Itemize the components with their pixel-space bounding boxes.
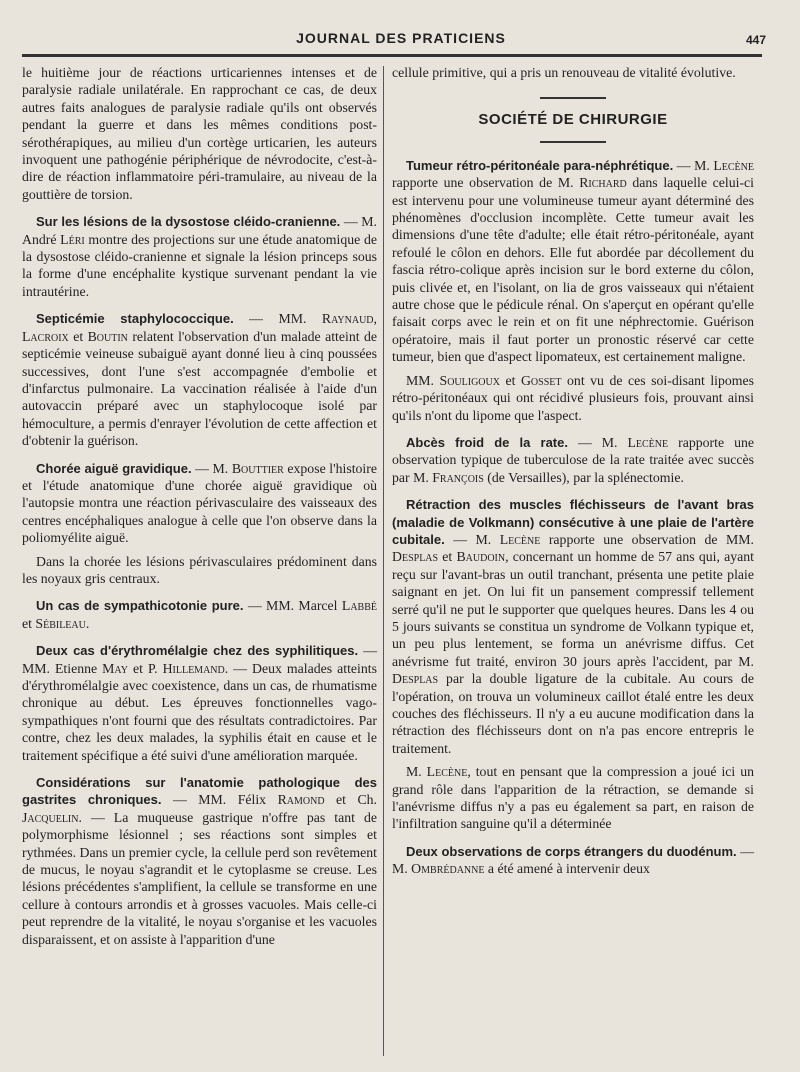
section-rule-bottom xyxy=(540,141,606,143)
author-name: Lecène xyxy=(713,157,754,173)
paragraph: M. Lecène, tout en pensant que la compression a joué ici un grand rôle dans l'apparition de la rétraction, se demande si l'anévrisme diffus n'y a pas eu également sa part, en raison de l'infiltration sanguine qu'il a déterminée xyxy=(392,764,754,832)
article-title: Septicémie staphylococcique. xyxy=(36,311,234,327)
author-name: Raynaud xyxy=(321,311,374,327)
author-name: Hillemand xyxy=(162,660,225,676)
section-block xyxy=(392,97,754,142)
article-tumeur: Tumeur rétro-péritonéale para-néphrétique. — M. Lecène rapporte une observation de M. Richard dans laquelle celui-ci est intervenu pour une volumineuse tumeur ayant déterminé des phénomènes d'occlusion incomplète. Cette tumeur avait les dimensions d'une tête d'adulte; elle était rétro-péritonéale, ayant refoulé le côlon en dehors. Elle fut abordée par décollement du fascia rétro-colique après incision sur le bord externe du côlon, puis clivée et, en l'isolant, on lia de gros vaisseaux qui n'étaient autre chose que le pédicule rénal. On s'aperçut en opérant qu'elle faisait corps avec le rein et on fit une néphrectomie. Guérison opératoire, mais il faut porter un pronostic réservé car cette tumeur, bien que d'aspect lipomateux, est certainement maligne. xyxy=(392,157,754,365)
author-name: Jacquelin xyxy=(22,809,79,825)
article-retraction: Rétraction des muscles fléchisseurs de l'avant bras (maladie de Volkmann) consécutive à une plaie de l'artère cubitale. — M. Lecène rapporte une observation de MM. Desplas et Baudoin, concernant un homme de 57 ans qui, ayant reçu sur l'avant-bras un outil tranchant, présenta une petite plaie saignant en jet. On lui fit un pansement compressif tellement serré qu'il ne put le supporter que quelques heures. Dans les 4 ou 5 jours suivants se constitua un syndrome de Volkann typique et, un peu plus lentement, se forma un anévrisme diffus. Cet anévrisme fut traité, environ 30 jours après l'accident, par M. Desplas par la double ligature de la cubitale. Au cours de l'opération, on trouva un volumineux caillot étalé entre les deux couches des fléchisseurs. Il n'y a eu aucune modification dans la rétraction des fléchisseurs dont on n'a pas encore entrepris le traitement. xyxy=(392,497,754,756)
article-title: Considérations sur l'anatomie pathologique des gastrites chroniques. xyxy=(22,775,377,808)
paragraph-continued: le huitième jour de réactions urticariennes intenses et de paralysie radiale unilatérale. En rapprochant ce cas, de deux autres faits analogues de paralysie radiale qu'ils ont observés pendant la guerre et dans les mêmes conditions post-sérothérapiques, au milieu d'un cortège urticarien, les auteurs invoquent une pathogénie périphérique de névrodocite, c'est-à-dire de réaction inflammatoire péri-tramulaire, au niveau de la gouttière de torsion. xyxy=(22,65,377,202)
paragraph-continued: cellule primitive, qui a pris un renouveau de vitalité évolutive. xyxy=(392,65,736,80)
author-name: François xyxy=(432,469,484,485)
author-name: Sébileau xyxy=(35,615,86,631)
article-title: Deux observations de corps étrangers du duodénum. xyxy=(406,843,737,859)
article-title: Deux cas d'érythromélalgie chez des syphilitiques. xyxy=(36,643,359,659)
section-heading: SOCIÉTÉ DE CHIRURGIE xyxy=(478,111,668,129)
author-name: Lecène xyxy=(499,531,541,547)
author-name: Baudoin xyxy=(456,549,506,565)
author-name: Gosset xyxy=(520,372,562,388)
author-name: Labbé xyxy=(341,598,377,614)
author-name: Desplas xyxy=(392,549,439,565)
article-title: Rétraction des muscles fléchisseurs de l'avant bras (maladie de Volkmann) consécutive à une plaie de l'artère cubitale. xyxy=(392,497,754,547)
author-name: Ramond xyxy=(277,792,325,808)
author-name: Desplas xyxy=(392,671,439,687)
article-septicemie: Septicémie staphylococcique. — MM. Raynaud, Lacroix et Boutin relatent l'observation d'un malade atteint de septicémie veineuse subaiguë ayant donné lieu à cinq poussées successives, dont l'une s'est accompagnée d'embolie et d'infarctus pulmonaire. La vaccination réalisée à l'aide d'un autovaccin préparé avec un staphylocoque isolé par hémoculture, a permis d'enrayer l'évolution de cette affection et d'obtenir la guérison. xyxy=(22,311,378,449)
author-name: Lacroix xyxy=(22,328,69,344)
paragraph: Dans la chorée les lésions périvasculaires prédominent dans les noyaux gris centraux. xyxy=(22,553,377,586)
page-header xyxy=(22,28,780,50)
header-rule xyxy=(22,54,762,57)
author-name: Richard xyxy=(579,175,627,191)
right-column xyxy=(392,64,754,884)
author-name: Lecène xyxy=(426,764,468,780)
author-name: Bouttier xyxy=(231,460,284,476)
article-sympathicotonie: Un cas de sympathicotonie pure. — MM. Marcel Labbé et Sébileau. xyxy=(22,598,377,631)
section-rule-top xyxy=(540,97,606,99)
author-name: Ombrédanne xyxy=(411,861,485,877)
author-name: Souligoux xyxy=(439,372,500,388)
author-name: Léri xyxy=(60,231,85,247)
running-title: JOURNAL DES PRATICIENS xyxy=(296,30,506,46)
author-name: Boutin xyxy=(87,328,128,344)
article-erythromelalgie: Deux cas d'érythromélalgie chez des syphilitiques. — MM. Etienne May et P. Hillemand. — Deux malades atteints d'érythromélalgie avec coexistence, dans un cas, de rhumatisme chronique au début. Les épreuves fonctionnelles vago-sympathiques n'ont fourni que des résultats contradictoires. Par contre, chez les deux malades, la syphilis était en cause et le traitement spécifique a été suivi d'une amélioration marquée. xyxy=(22,643,378,763)
article-title: Abcès froid de la rate. xyxy=(406,434,568,450)
article-title: Tumeur rétro-péritonéale para-néphrétique. xyxy=(406,157,674,173)
left-column xyxy=(22,64,377,954)
article-dysostose: Sur les lésions de la dysostose cléido-cranienne. — M. André Léri montre des projections sur une étude anatomique de la dysostose cléido-cranienne et signale la lésion princeps sous la forme d'une encéphalite kystique survenant pendant la vie intrautérine. xyxy=(22,214,377,299)
author-name: Lecène xyxy=(627,434,669,450)
article-abces: Abcès froid de la rate. — M. Lecène rapporte une observation typique de tuberculose de la rate traitée avec succès par M. François (de Versailles), par la splénectomie. xyxy=(392,434,754,485)
article-title: Sur les lésions de la dysostose cléido-cranienne. xyxy=(36,214,341,230)
page-number: 447 xyxy=(745,33,766,47)
article-title: Chorée aiguë gravidique. xyxy=(36,460,192,476)
author-name: May xyxy=(102,660,128,676)
article-title: Un cas de sympathicotonie pure. xyxy=(36,598,244,614)
paragraph: MM. Souligoux et Gosset ont vu de ces soi-disant lipomes rétro-péritonéaux qui ont récidivé plusieurs fois, prouvant ainsi qu'ils n'ont du lipome que l'aspect. xyxy=(392,372,755,423)
column-divider xyxy=(383,66,384,1056)
article-corps-etrangers: Deux observations de corps étrangers du duodénum. — M. Ombrédanne a été amené à intervenir deux xyxy=(392,843,755,877)
article-choree: Chorée aiguë gravidique. — M. Bouttier expose l'histoire et l'étude anatomique d'une chorée aiguë gravidique où l'autopsie montra une réaction périvasculaire des vaisseaux des centres encéphaliques analogue à celle que l'on observe dans la poliomyélite aiguë. xyxy=(22,460,377,546)
article-gastrites: Considérations sur l'anatomie pathologique des gastrites chroniques. — MM. Félix Ramond et Ch. Jacquelin. — La muqueuse gastrique n'offre pas tant de polymorphisme lésionnel ; ses réactions sont simples et rythmées. Dans un premier cycle, la cellule perd son revêtement de mucus, le noyau s'agrandit et le cytoplasme se creuse. Les lésions précédentes s'amplifient, la cellule se transforme en une cellure à contours arrondis et à grosses vacuoles. Mais celle-ci peut reprendre de la vitalité, le noyau s'organise et les vacuoles disparaissent, et on assiste à l'apparition d'une xyxy=(22,775,378,947)
